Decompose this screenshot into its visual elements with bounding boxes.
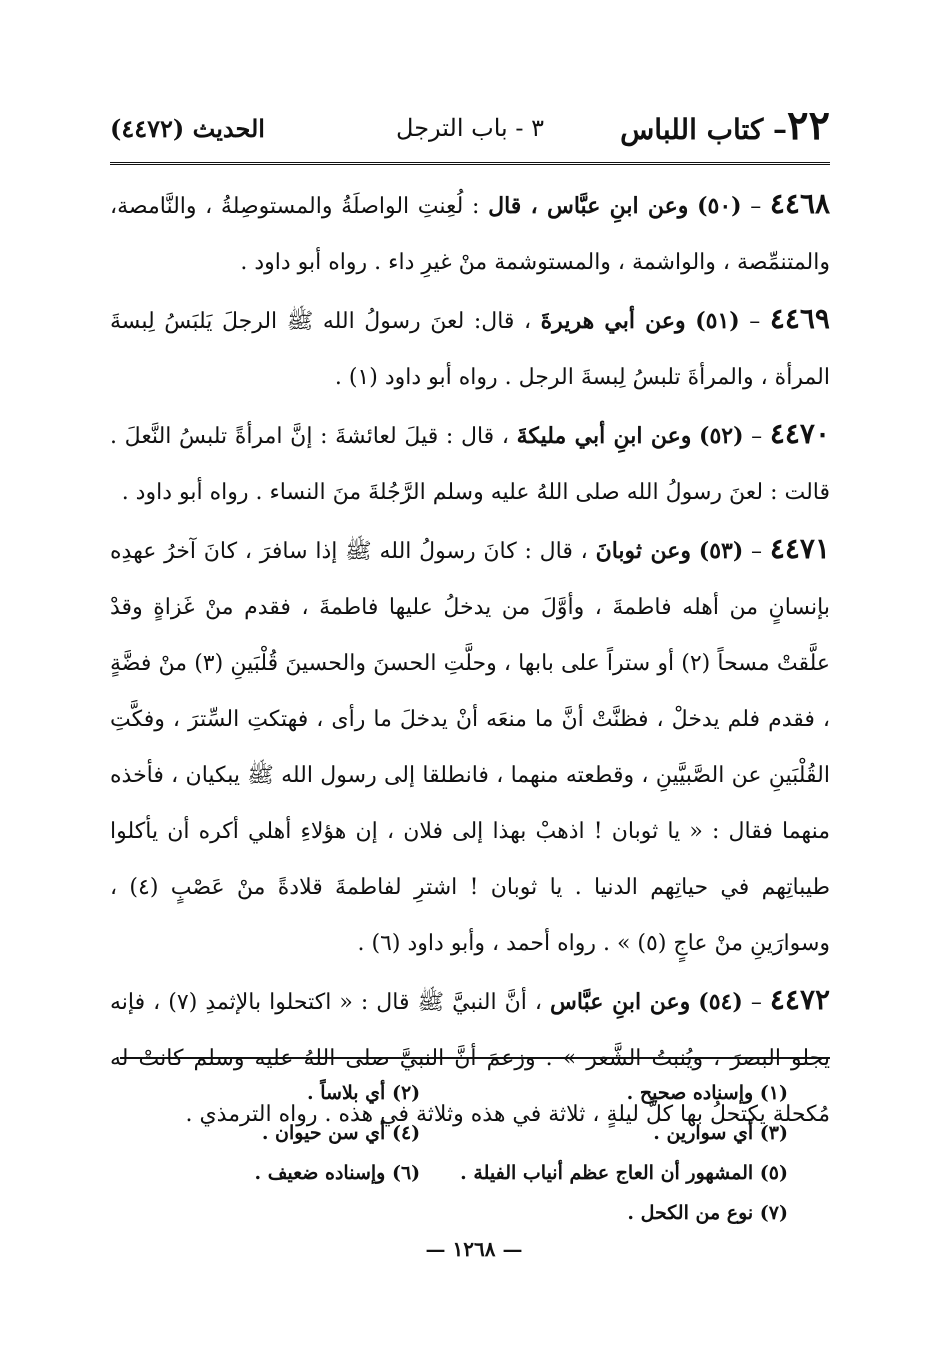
hadith-narrator: وعن ابنِ عبَّاس ، قال bbox=[488, 193, 689, 219]
chapter-title: ٣ - باب الترجل bbox=[396, 114, 544, 142]
hadith-4470: ٤٤٧٠ – (٥٢) وعن ابنِ أبي مليكةَ ، قال : قيلَ لعائشةَ : إنَّ امرأةً تلبسُ النَّعلَ . قالت : لعنَ رسولُ الله صلى اللهُ عليه وسلم الرَّجُلةَ منَ النساء . رواه أبو داود . bbox=[110, 417, 830, 505]
book-title-text: – كتاب اللباس bbox=[620, 113, 788, 146]
hadith-text: ، قال : كانَ رسولُ الله ﷺ إذا سافرَ ، كانَ آخرُ عهدِه بإنسانٍ من أهله فاطمةَ ، وأوَّلَ من يدخلُ عليها فاطمةَ ، فقدم منْ غَزاةٍ وقدْ علَّقتْ مسحاً (٢) أو ستراً على بابها ، وحلَّتِ الحسنَ والحسينَ قُلْبَينِ (٣) منْ فضَّةٍ ، فقدم فلم يدخلْ ، فظنَّتْ أنَّ ما منعَه أنْ يدخلَ ما رأى ، فهتكتِ السِّترَ ، وفكَّتِ القُلْبَينِ عن الصَّبيَّينِ ، وقطعته منهما ، فانطلقا إلى رسول الله ﷺ يبكيان ، فأخذه منهما فقال : « يا ثوبان ! اذهبْ بهذا إلى فلان ، إن هؤلاءِ أهلي أكره أن يأكلوا طيباتِهم في حياتِهم الدنيا . يا ثوبان ! اشترِ لفاطمةَ قلادةً منْ عَصْبٍ (٤) ، وسوارَينِ منْ عاجٍ (٥) » . رواه أحمد ، وأبو داود (٦) . bbox=[110, 539, 830, 956]
hadith-index: (٥١) bbox=[695, 308, 740, 334]
hadith-4472: ٤٤٧٢ – (٥٤) وعن ابنِ عبَّاس ، أنَّ النبيَّ ﷺ قال : « اكتحلوا بالإثمدِ (٧) ، فإنه يجلو البصرَ ، ويُنبتُ الشَّعر » . وزعمَ أنَّ النبيَّ صلى اللهُ عليه وسلم كانتْ له مُكحلة يكتحلُ بها كلَّ ليلةٍ ، ثلاثة في هذه وثلاثة في هذه . رواه الترمذي . bbox=[110, 983, 831, 1127]
hadith-index: (٥٣) bbox=[698, 538, 744, 564]
hadith-text: : لُعِنتِ الواصلَةُ والمستوصِلةُ ، والنَّامصة، والمتنمِّصة ، والواشمة ، والمستوشمة منْ غيرِ داء . رواه أبو داود . bbox=[110, 194, 830, 275]
header-divider bbox=[110, 162, 830, 168]
hadith-range: الحديث (٤٤٧٢) bbox=[110, 114, 265, 143]
hadith-number: ٤٤٧٢ bbox=[769, 983, 831, 1016]
hadith-narrator: وعن ابنِ أبي مليكةَ bbox=[516, 423, 692, 449]
hadith-number: ٤٤٦٨ bbox=[769, 187, 831, 220]
hadith-narrator: وعن ابنِ عبَّاس bbox=[550, 989, 691, 1015]
hadith-number: ٤٤٧٠ bbox=[769, 417, 830, 450]
footnote-2: (٢) أي بلاساً . bbox=[307, 1082, 421, 1104]
hadith-text: ، أنَّ النبيَّ ﷺ قال : « اكتحلوا بالإثمدِ (٧) ، فإنه يجلو البصرَ ، ويُنبتُ الشَّعر » . وزعمَ أنَّ النبيَّ صلى اللهُ عليه وسلم كانتْ له مُكحلة يكتحلُ بها كلَّ ليلةٍ ، ثلاثة في هذه وثلاثة في هذه . رواه الترمذي . bbox=[110, 990, 830, 1127]
footnote-5: (٥) المشهور أن العاج عظم أنياب الفيلة . bbox=[460, 1162, 788, 1184]
hadith-4469: ٤٤٦٩ – (٥١) وعن أبي هريرةَ ، قال: لعنَ رسولُ الله ﷺ الرجلَ يَلبَسُ لِبسةَ المرأة ، والمرأةَ تلبسُ لِبسةَ الرجل . رواه أبو داود (١) . bbox=[110, 302, 830, 390]
footnote-7: (٧) نوع من الكحل . bbox=[627, 1202, 788, 1224]
footnote-divider bbox=[120, 1057, 830, 1059]
hadith-number: ٤٤٧١ bbox=[769, 532, 830, 565]
footnote-6: (٦) وإسناده ضعيف . bbox=[254, 1162, 421, 1184]
page-number: — ١٢٦٨ — bbox=[425, 1237, 523, 1261]
hadith-4468: ٤٤٦٨ – (٥٠) وعن ابنِ عبَّاس ، قال : لُعِنتِ الواصلَةُ والمستوصِلةُ ، والنَّامصة، والمتنمِّصة ، والواشمة ، والمستوشمة منْ غيرِ داء . رواه أبو داود . bbox=[110, 187, 831, 275]
hadith-index: (٥٤) bbox=[698, 989, 743, 1015]
hadith-text: ، قال : قيلَ لعائشةَ : إنَّ امرأةً تلبسُ النَّعلَ . قالت : لعنَ رسولُ الله صلى اللهُ عليه وسلم الرَّجُلةَ منَ النساء . رواه أبو داود . bbox=[110, 424, 830, 505]
hadith-text: ، قال: لعنَ رسولُ الله ﷺ الرجلَ يَلبَسُ لِبسةَ المرأة ، والمرأةَ تلبسُ لِبسةَ الرجل . رواه أبو داود (١) . bbox=[110, 309, 830, 390]
hadith-index: (٥٠) bbox=[697, 193, 742, 219]
hadith-body bbox=[110, 176, 830, 1143]
running-header bbox=[110, 100, 830, 156]
hadith-index: (٥٢) bbox=[699, 423, 744, 449]
hadith-number: ٤٤٦٩ bbox=[769, 302, 830, 335]
footnote-3: (٣) أي سوارين . bbox=[653, 1122, 788, 1144]
book-number: ٢٢ bbox=[787, 102, 830, 149]
hadith-narrator: وعن ثوبانَ bbox=[595, 538, 691, 564]
hadith-4471: ٤٤٧١ – (٥٣) وعن ثوبانَ ، قال : كانَ رسولُ الله ﷺ إذا سافرَ ، كانَ آخرُ عهدِه بإنسانٍ من أهله فاطمةَ ، وأوَّلَ من يدخلُ عليها فاطمةَ ، فقدم منْ غَزاةٍ وقدْ علَّقتْ مسحاً (٢) أو ستراً على بابها ، وحلَّتِ الحسنَ والحسينَ قُلْبَينِ (٣) منْ فضَّةٍ ، فقدم فلم يدخلْ ، فظنَّتْ أنَّ ما منعَه أنْ يدخلَ ما رأى ، فهتكتِ السِّترَ ، وفكَّتِ القُلْبَينِ عن الصَّبيَّينِ ، وقطعته منهما ، فانطلقا إلى رسول الله ﷺ يبكيان ، فأخذه منهما فقال : « يا ثوبان ! اذهبْ بهذا إلى فلان ، إن هؤلاءِ أهلي أكره أن يأكلوا طيباتِهم في حياتِهم الدنيا . يا ثوبان ! اشترِ لفاطمةَ قلادةً منْ عَصْبٍ (٤) ، وسوارَينِ منْ عاجٍ (٥) » . رواه أحمد ، وأبو داود (٦) . bbox=[110, 532, 830, 956]
footnotes bbox=[254, 1075, 788, 1231]
footnote-1: (١) وإسناده صحيح . bbox=[626, 1082, 788, 1104]
footnote-4: (٤) أي سن حيوان . bbox=[261, 1122, 421, 1144]
hadith-narrator: وعن أبي هريرةَ bbox=[540, 308, 686, 334]
